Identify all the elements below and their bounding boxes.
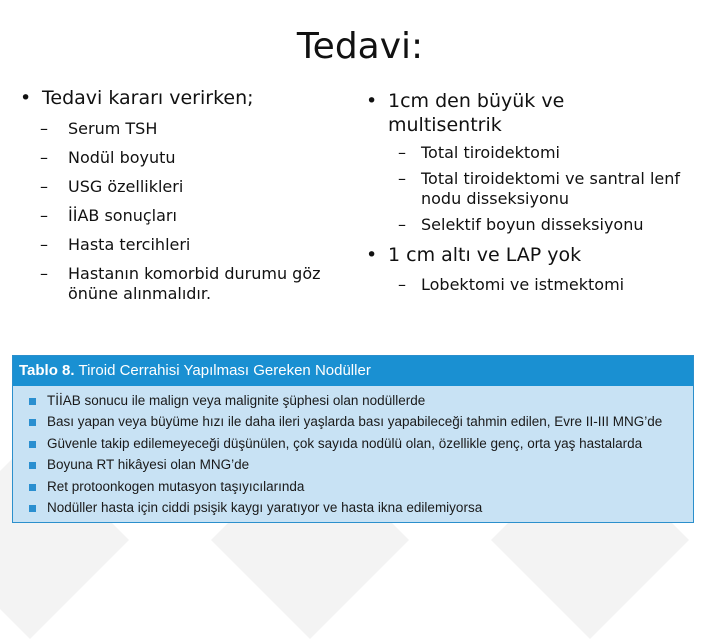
table-item: Boyuna RT hikâyesi olan MNG’de [13,454,693,475]
right-column [366,89,716,295]
list-item: – Nodül boyutu [20,148,350,168]
table-header [13,356,693,386]
slide-title: Tedavi: [296,26,424,67]
left-heading: • Tedavi kararı verirken; [20,86,350,110]
table-item: Nodüller hasta için ciddi psişik kaygı yaratıyor ve hasta ikna edilemiyorsa [13,497,693,518]
list-item: – Total tiroidektomi [366,143,716,163]
list-item: – Total tiroidektomi ve santral lenf nodu disseksiyonu [366,169,681,209]
list-item: – Hastanın komorbid durumu göz önüne alınmalıdır. [20,264,350,304]
table-title: Tiroid Cerrahisi Yapılması Gereken Nodüller [78,362,371,379]
table-list [13,390,693,518]
table-item: Ret protoonkogen mutasyon taşıyıcılarında [13,476,693,497]
list-item: – Lobektomi ve istmektomi [366,275,716,295]
list-item: – İİAB sonuçları [20,206,350,226]
list-item: – Hasta tercihleri [20,235,350,255]
table-label: Tablo 8. [19,362,75,379]
list-item: – Selektif boyun disseksiyonu [366,215,716,235]
table-item: TİİAB sonucu ile malign veya malignite şüphesi olan nodüllerde [13,390,693,411]
table-item: Bası yapan veya büyüme hızı ile daha ileri yaşlarda bası yapabileceği tahmin edilen, Evre II-III MNG’de [13,411,693,432]
right-heading: • 1cm den büyük ve multisentrik [366,89,608,137]
list-item: – Serum TSH [20,119,350,139]
left-column [20,86,350,304]
right-heading: • 1 cm altı ve LAP yok [366,243,716,267]
table-item: Güvenle takip edilemeyeceği düşünülen, çok sayıda nodülü olan, özellikle genç, orta yaş hastalarda [13,433,693,454]
list-item: – USG özellikleri [20,177,350,197]
table-box [12,355,694,523]
